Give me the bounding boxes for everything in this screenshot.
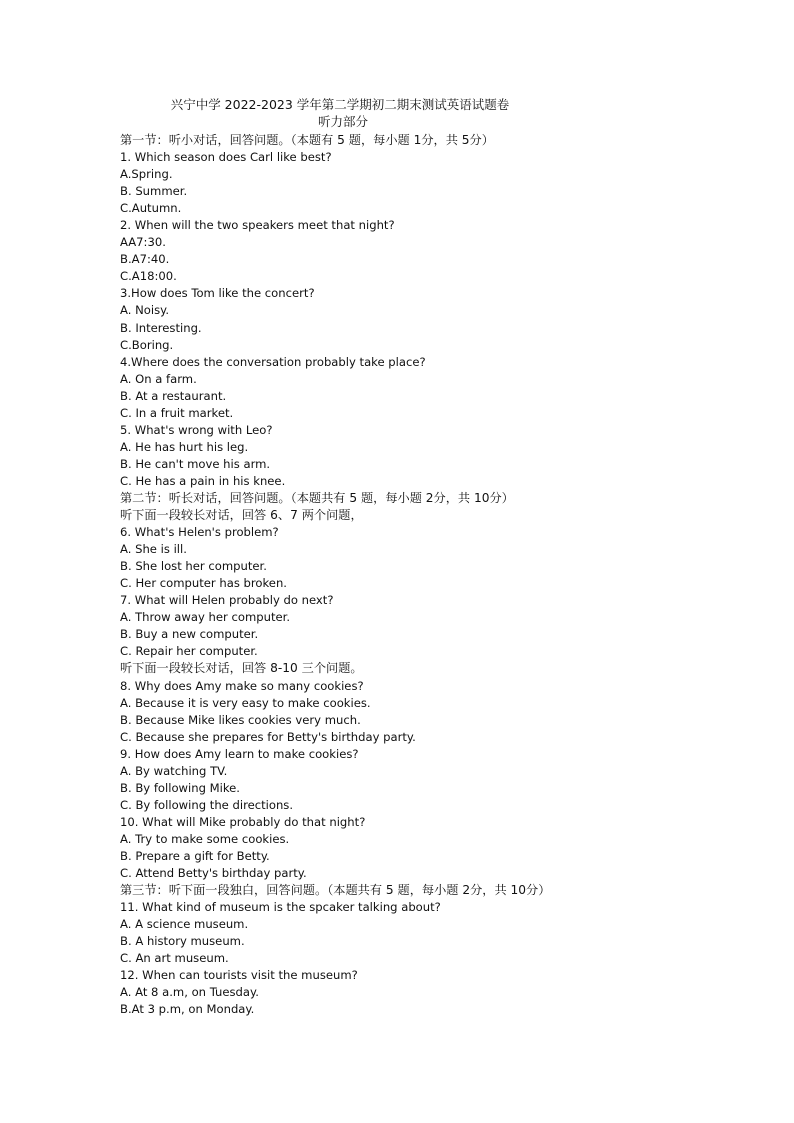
question-10: 10. What will Mike probably do that night? <box>120 814 366 829</box>
question-11: 11. What kind of museum is the spcaker talking about? <box>120 900 441 915</box>
section-2-heading: 第二节：听长对话，回答问题。（本题共有 5 题，每小题 2分，共 10分） <box>120 490 514 505</box>
question-12-option-a: A. At 8 a.m, on Tuesday. <box>120 985 259 1000</box>
instruction-6-7: 听下面一段较长对话，回答 6、7 两个问题， <box>120 508 363 523</box>
question-10-option-c: C. Attend Betty's birthday party. <box>120 866 307 881</box>
question-6-option-b: B. She lost her computer. <box>120 559 267 574</box>
question-6-option-c: C. Her computer has broken. <box>120 576 287 591</box>
section-3-heading: 第三节：听下面一段独白，回答问题。（本题共有 5 题，每小题 2分，共 10分） <box>120 883 551 898</box>
question-6-option-a: A. She is ill. <box>120 542 187 557</box>
question-4-option-a: A. On a farm. <box>120 371 197 386</box>
question-2-option-b: B.A7:40. <box>120 252 170 267</box>
question-10-option-b: B. Prepare a gift for Betty. <box>120 848 270 863</box>
question-7-option-a: A. Throw away her computer. <box>120 610 291 625</box>
document-body <box>120 132 760 1018</box>
question-9-option-c: C. By following the directions. <box>120 797 294 812</box>
question-9-option-a: A. By watching TV. <box>120 763 228 778</box>
question-2-option-c: C.A18:00. <box>120 269 177 284</box>
question-11-option-b: B. A history museum. <box>120 934 245 949</box>
question-11-option-c: C. An art museum. <box>120 951 229 966</box>
question-5-option-a: A. He has hurt his leg. <box>120 439 249 454</box>
question-5: 5. What's wrong with Leo? <box>120 422 273 437</box>
question-3-option-a: A. Noisy. <box>120 303 170 318</box>
question-1-option-b: B. Summer. <box>120 184 188 199</box>
question-4-option-c: C. In a fruit market. <box>120 405 234 420</box>
question-8-option-a: A. Because it is very easy to make cookies. <box>120 695 371 710</box>
question-9-option-b: B. By following Mike. <box>120 780 240 795</box>
question-3-option-c: C.Boring. <box>120 337 174 352</box>
question-4-option-b: B. At a restaurant. <box>120 388 227 403</box>
question-4: 4.Where does the conversation probably take place? <box>120 354 426 369</box>
question-1-option-a: A.Spring. <box>120 167 173 182</box>
question-11-option-a: A. A science museum. <box>120 917 249 932</box>
question-2-option-a: AA7:30. <box>120 235 166 250</box>
question-10-option-a: A. Try to make some cookies. <box>120 831 290 846</box>
page-subtitle: 听力部分 <box>317 114 368 129</box>
question-12: 12. When can tourists visit the museum? <box>120 968 358 983</box>
question-8-option-b: B. Because Mike likes cookies very much. <box>120 712 361 727</box>
question-5-option-b: B. He can't move his arm. <box>120 456 271 471</box>
instruction-8-10: 听下面一段较长对话，回答 8-10 三个问题。 <box>120 661 363 676</box>
question-7-option-b: B. Buy a new computer. <box>120 627 259 642</box>
section-1-heading: 第一节：听小对话，回答问题。（本题有 5 题，每小题 1分，共 5分） <box>120 133 494 147</box>
question-5-option-c: C. He has a pain in his knee. <box>120 473 286 488</box>
question-3: 3.How does Tom like the concert? <box>120 286 315 301</box>
question-9: 9. How does Amy learn to make cookies? <box>120 746 359 761</box>
question-6: 6. What's Helen's problem? <box>120 525 279 540</box>
question-2: 2. When will the two speakers meet that night? <box>120 218 395 233</box>
page-title: 兴宁中学 2022-2023 学年第二学期初二期末测试英语试题卷 <box>170 97 510 112</box>
question-3-option-b: B. Interesting. <box>120 320 202 335</box>
question-7: 7. What will Helen probably do next? <box>120 593 334 608</box>
question-12-option-b: B.At 3 p.m, on Monday. <box>120 1002 255 1017</box>
question-8-option-c: C. Because she prepares for Betty's birthday party. <box>120 729 416 744</box>
question-1-option-c: C.Autumn. <box>120 201 182 216</box>
question-7-option-c: C. Repair her computer. <box>120 644 258 659</box>
question-8: 8. Why does Amy make so many cookies? <box>120 678 364 693</box>
question-1: 1. Which season does Carl like best? <box>120 150 332 165</box>
